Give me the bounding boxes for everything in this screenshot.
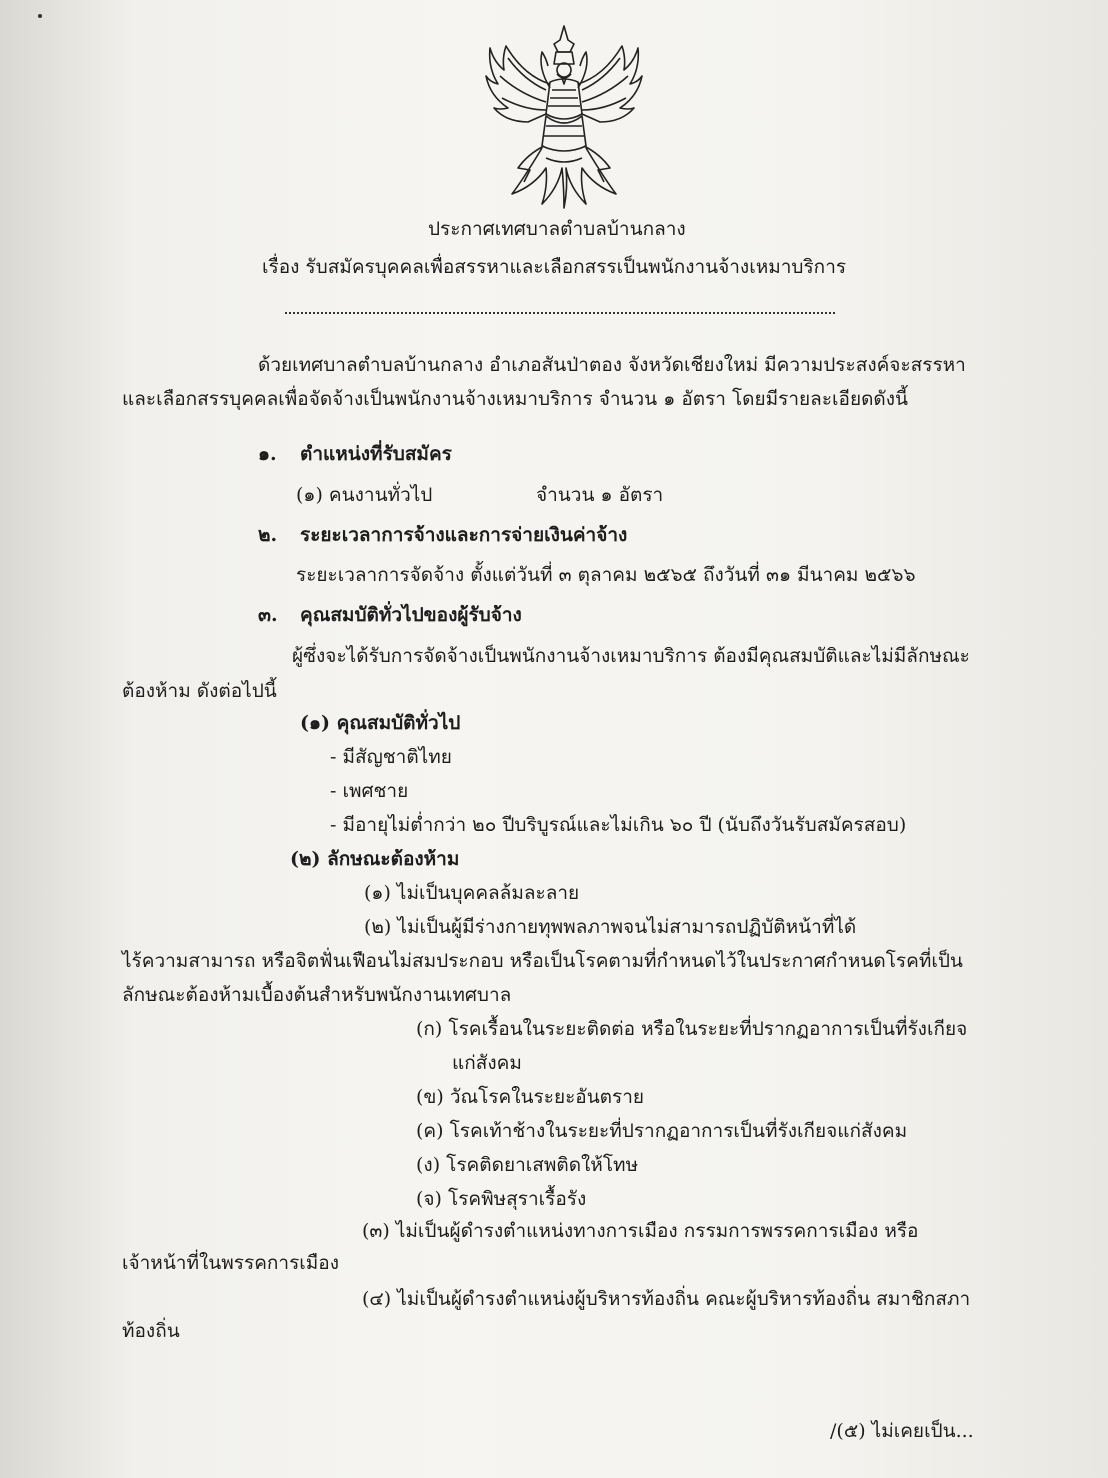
section-3-number: ๓. (258, 604, 278, 626)
list-item: - มีสัญชาติไทย (330, 746, 452, 768)
prohibited-item-2-line-2: ไร้ความสามารถ หรือจิตฟั่นเฟือนไม่สมประกอบ หรือเป็นโรคตามที่กำหนดไว้ในประกาศกำหนดโรคที่เป็น (122, 950, 963, 972)
qualification-intro-1: ผู้ซึ่งจะได้รับการจัดจ้างเป็นพนักงานจ้างเหมาบริการ ต้องมีคุณสมบัติและไม่มีลักษณะ (292, 645, 970, 667)
prohibited-heading: (๒) ลักษณะต้องห้าม (290, 848, 460, 870)
section-2-number: ๒. (258, 524, 278, 546)
disease-item-e: (จ) โรคพิษสุราเรื้อรัง (416, 1188, 587, 1210)
list-item: - เพศชาย (330, 780, 409, 802)
disease-item-a-line-2: แก่สังคม (452, 1052, 522, 1074)
garuda-emblem (484, 18, 644, 210)
continuation-note: /(๕) ไม่เคยเป็น... (830, 1420, 974, 1442)
position-item: (๑) คนงานทั่วไป (296, 484, 433, 506)
prohibited-item-2-line-1: (๒) ไม่เป็นผู้มีร่างกายทุพพลภาพจนไม่สามารถปฏิบัติหน้าที่ได้ (364, 916, 857, 938)
general-qualifications-heading: (๑) คุณสมบัติทั่วไป (300, 712, 461, 734)
disease-item-a-line-1: (ก) โรคเรื้อนในระยะติดต่อ หรือในระยะที่ปรากฏอาการเป็นที่รังเกียจ (416, 1018, 968, 1040)
ink-dot (38, 14, 42, 18)
disease-item-c: (ค) โรคเท้าช้างในระยะที่ปรากฏอาการเป็นที่รังเกียจแก่สังคม (416, 1120, 908, 1142)
section-1-heading: ตำแหน่งที่รับสมัคร (300, 443, 452, 465)
prohibited-item-2-line-3: ลักษณะต้องห้ามเบื้องต้นสำหรับพนักงานเทศบาล (122, 984, 512, 1006)
disease-item-b: (ข) วัณโรคในระยะอันตราย (416, 1086, 645, 1108)
document-title: ประกาศเทศบาลตำบลบ้านกลาง (428, 218, 686, 240)
section-2-heading: ระยะเวลาการจ้างและการจ่ายเงินค่าจ้าง (300, 524, 628, 546)
disease-item-d: (ง) โรคติดยาเสพติดให้โทษ (416, 1154, 639, 1176)
list-item: - มีอายุไม่ต่ำกว่า ๒๐ ปีบริบูรณ์และไม่เกิน ๖๐ ปี (นับถึงวันรับสมัครสอบ) (330, 814, 907, 836)
employment-period: ระยะเวลาการจัดจ้าง ตั้งแต่วันที่ ๓ ตุลาคม ๒๕๖๕ ถึงวันที่ ๓๑ มีนาคม ๒๕๖๖ (296, 564, 916, 586)
dotted-divider (285, 312, 835, 314)
prohibited-item-4-line-2: ท้องถิ่น (122, 1320, 180, 1342)
document-subject: เรื่อง รับสมัครบุคคลเพื่อสรรหาและเลือกสรรเป็นพนักงานจ้างเหมาบริการ (262, 256, 847, 278)
prohibited-item-1: (๑) ไม่เป็นบุคคลล้มละลาย (364, 882, 580, 904)
intro-line-1: ด้วยเทศบาลตำบลบ้านกลาง อำเภอสันป่าตอง จังหวัดเชียงใหม่ มีความประสงค์จะสรรหา (258, 354, 966, 376)
prohibited-item-4-line-1: (๔) ไม่เป็นผู้ดำรงตำแหน่งผู้บริหารท้องถิ่น คณะผู้บริหารท้องถิ่น สมาชิกสภา (362, 1288, 971, 1310)
prohibited-item-3-line-2: เจ้าหน้าที่ในพรรคการเมือง (122, 1252, 339, 1274)
intro-line-2: และเลือกสรรบุคคลเพื่อจัดจ้างเป็นพนักงานจ้างเหมาบริการ จำนวน ๑ อัตรา โดยมีรายละเอียดดังนี้ (122, 388, 909, 410)
qualification-intro-2: ต้องห้าม ดังต่อไปนี้ (122, 680, 277, 702)
position-quantity: จำนวน ๑ อัตรา (536, 484, 664, 506)
section-3-heading: คุณสมบัติทั่วไปของผู้รับจ้าง (300, 604, 522, 626)
section-1-number: ๑. (258, 443, 277, 465)
prohibited-item-3-line-1: (๓) ไม่เป็นผู้ดำรงตำแหน่งทางการเมือง กรรมการพรรคการเมือง หรือ (362, 1220, 919, 1242)
